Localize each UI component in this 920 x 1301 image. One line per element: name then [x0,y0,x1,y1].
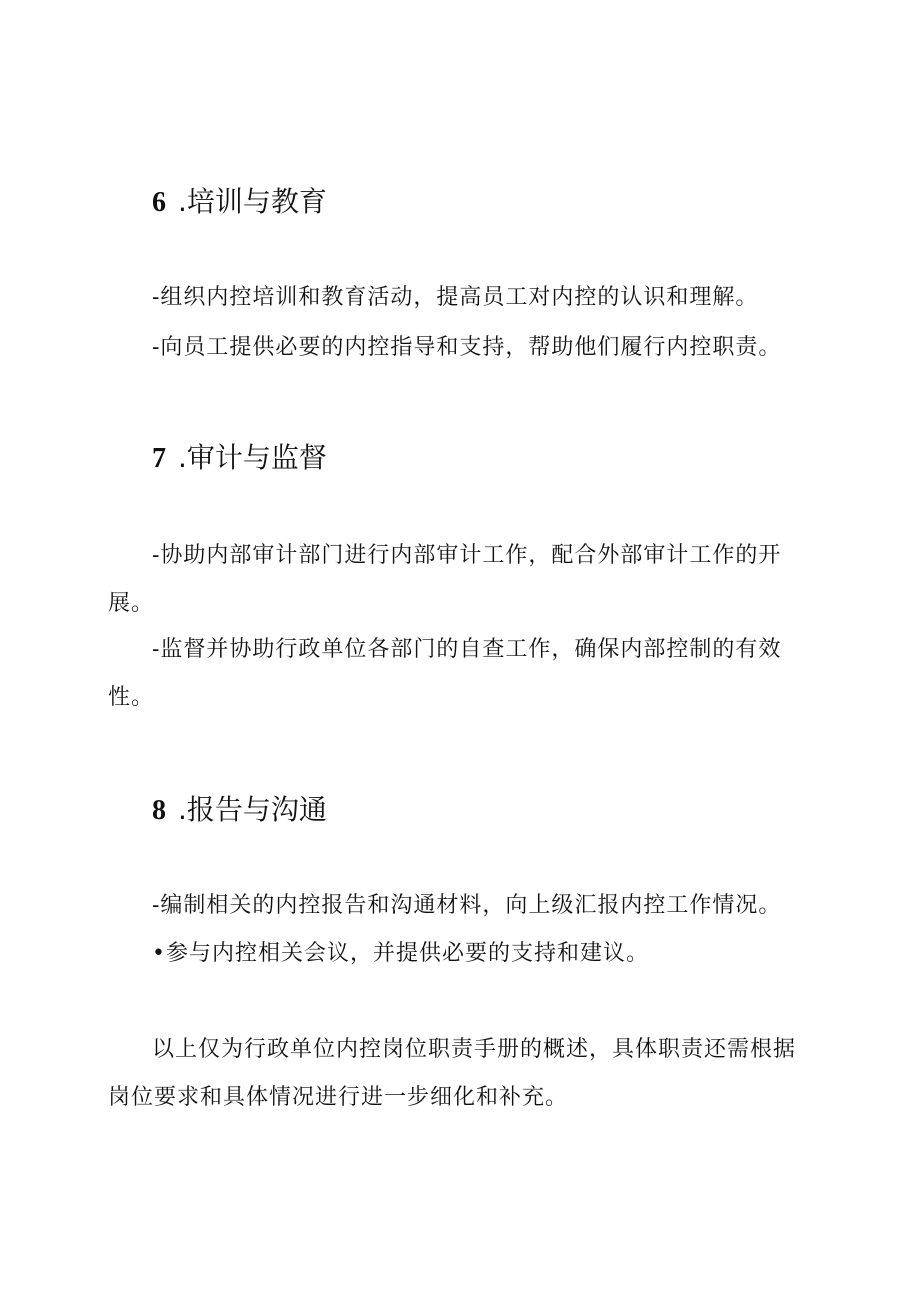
section-heading-reporting [152,792,327,829]
section-title: .报告与沟通 [178,793,327,826]
conclusion-paragraph: 以上仅为行政单位内控岗位职责手册的概述，具体职责还需根据岗位要求和具体情况进行进一步细化和补充。 [108,1037,797,1110]
training-item-1: -组织内控培训和教育活动，提高员工对内控的认识和理解。 [152,285,759,310]
section-number: 6 [152,187,166,218]
section-heading-audit [152,440,327,477]
section-heading-training [152,184,327,221]
audit-item-1: -协助内部审计部门进行内部审计工作，配合外部审计工作的开展。 [108,543,782,616]
training-item-2: -向员工提供必要的内控指导和支持，帮助他们履行内控职责。 [152,335,782,360]
section-title: .审计与监督 [178,441,327,474]
reporting-item-1: -编制相关的内控报告和沟通材料，向上级汇报内控工作情况。 [152,893,782,918]
section-number: 8 [152,795,166,826]
section-title: .培训与教育 [178,185,327,218]
reporting-item-2: •参与内控相关会议，并提供必要的支持和建议。 [152,941,649,966]
section-number: 7 [152,443,166,474]
audit-item-2: -监督并协助行政单位各部门的自查工作，确保内部控制的有效性。 [108,637,782,710]
